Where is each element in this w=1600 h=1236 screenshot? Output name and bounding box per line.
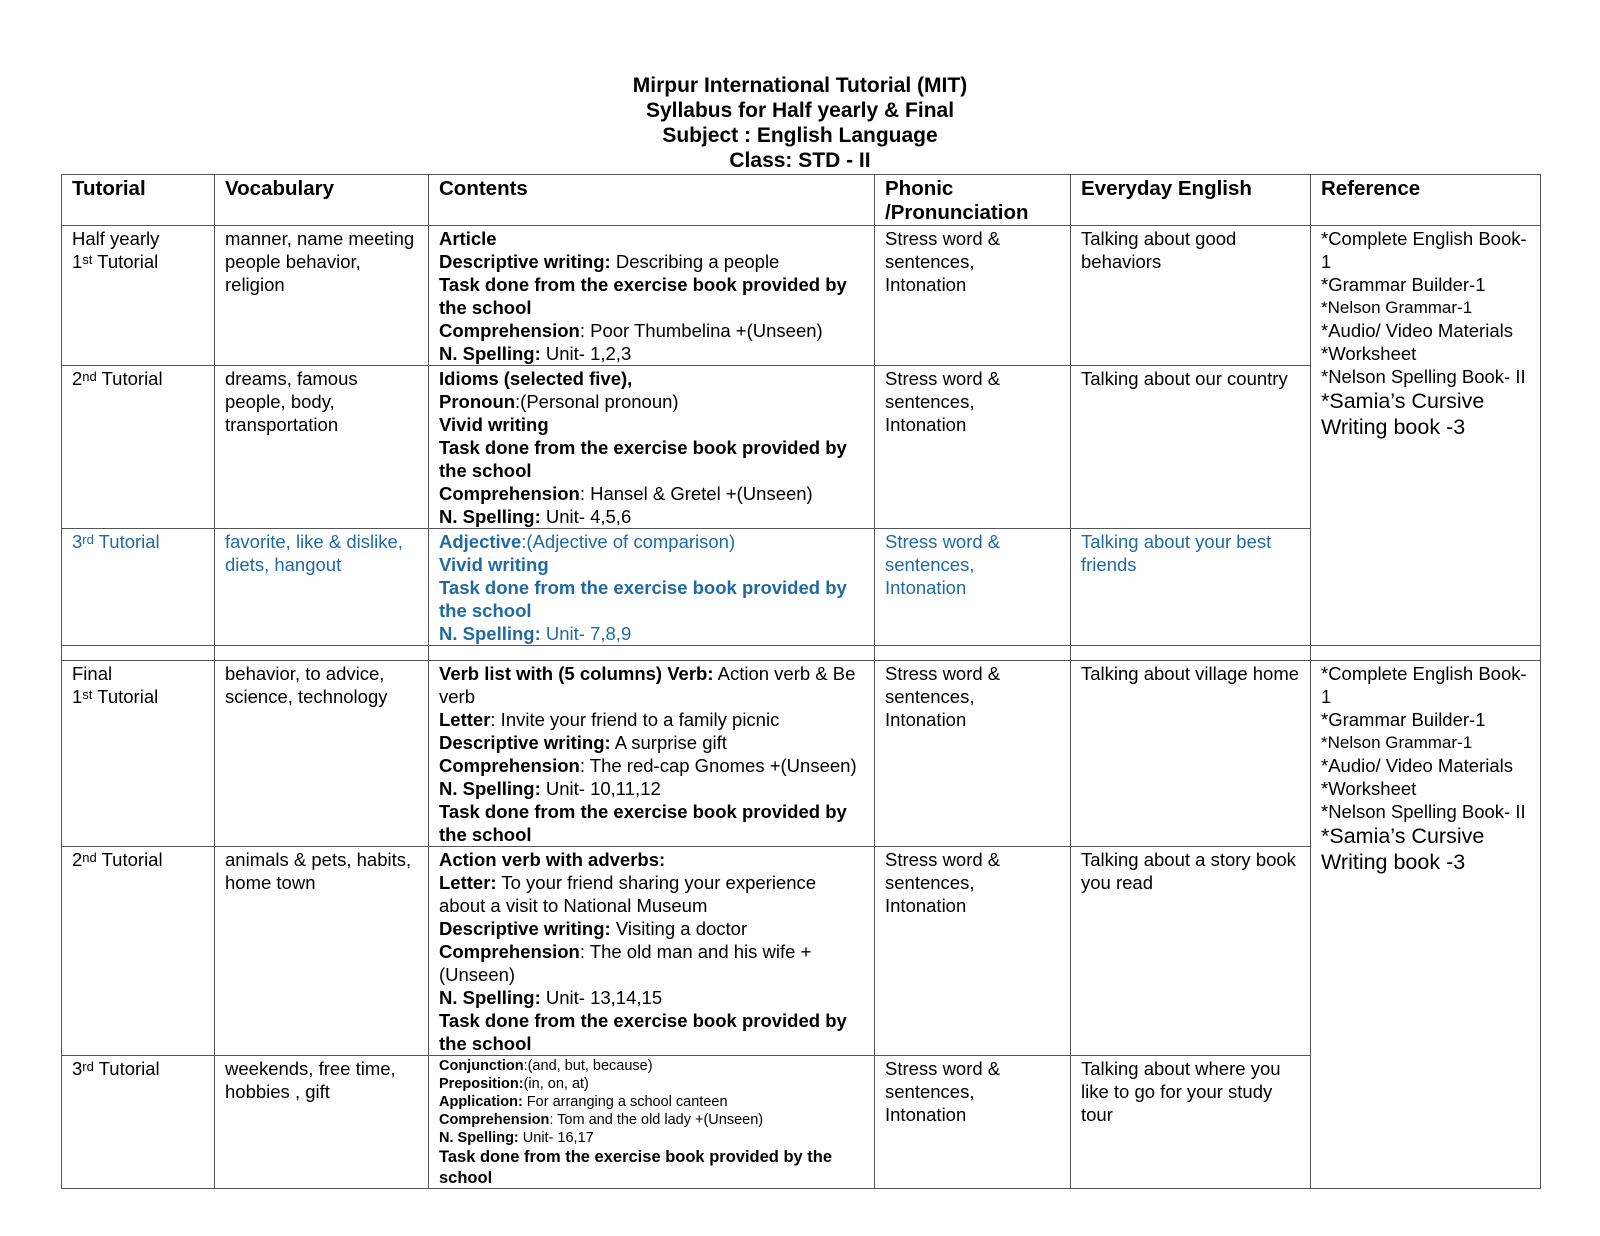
tutorial-word: Tutorial [93,531,160,552]
content-item-label: Letter [439,709,491,730]
contents-cell [429,529,875,646]
tutorial-word: Tutorial [96,368,163,389]
content-item-text: : Hansel & Gretel +(Unseen) [579,483,813,504]
content-item-text: To your friend sharing your experience about a visit to National Museum [439,872,817,916]
reference-item: *Audio/ Video Materials [1321,320,1513,341]
content-item: Task done from the exercise book provided by the school [439,801,847,845]
col-header-everyday: Everyday English [1071,175,1311,226]
table-header-row [62,175,1541,226]
content-item-label: Verb list with (5 columns) Verb: [439,663,714,684]
tutorial-cell [62,1056,215,1189]
term-label: Half yearly [72,228,160,249]
content-item: Action verb with adverbs: [439,849,666,870]
col-header-tutorial: Tutorial [62,175,215,226]
content-item-label: Conjunction [439,1058,524,1074]
content-item-label: Descriptive writing: [439,918,611,939]
tutorial-number: 2 [72,368,83,389]
content-item-text: : Invite your friend to a family picnic [490,709,780,730]
contents-cell [429,226,875,366]
content-item-label: Comprehension [439,320,580,341]
content-item: Vivid writing [439,414,549,435]
content-item-label: Comprehension [439,483,580,504]
content-item: Task done from the exercise book provided by the school [439,1010,847,1054]
reference-item: *Samia’s Cursive Writing book -3 [1321,824,1485,874]
tutorial-number: 3 [72,1058,83,1079]
reference-item: *Nelson Spelling Book- II [1321,801,1526,822]
content-item-label: N. Spelling: [439,778,541,799]
content-item-label: Descriptive writing: [439,251,611,272]
table-row [62,226,1541,366]
contents-cell [429,366,875,529]
reference-cell [1311,226,1541,646]
col-header-phonic: Phonic /Pronunciation [875,175,1071,226]
col-header-contents: Contents [429,175,875,226]
reference-item: *Nelson Spelling Book- II [1321,366,1526,387]
vocabulary-cell: animals & pets, habits, home town [215,847,429,1056]
content-item-label: Letter: [439,872,497,893]
contents-cell [429,847,875,1056]
reference-item: *Complete English Book-1 [1321,228,1527,272]
content-item-text: : The old man and his wife +(Unseen) [439,941,812,985]
content-item-label: Pronoun [439,391,516,412]
content-item-label: Preposition: [439,1076,524,1092]
content-item-text: A surprise gift [610,732,727,753]
content-item-text: :(Personal pronoun) [515,391,679,412]
content-item-label: N. Spelling: [439,343,541,364]
separator-row [62,646,1541,661]
contents-cell [429,1056,875,1189]
vocabulary-cell: behavior, to advice, science, technology [215,661,429,847]
syllabus-title: Syllabus for Half yearly & Final [645,99,955,122]
ordinal-suffix: nd [82,850,97,865]
content-item-text: :(Adjective of comparison) [521,531,736,552]
vocabulary-cell: favorite, like & dislike, diets, hangout [215,529,429,646]
content-item-text: : The red-cap Gnomes +(Unseen) [579,755,857,776]
class-line: Class: STD - II [729,149,871,172]
ordinal-suffix: st [82,252,93,267]
tutorial-cell [62,529,215,646]
content-item-text: Unit- 4,5,6 [540,506,632,527]
content-item-label: N. Spelling: [439,506,541,527]
syllabus-table [61,174,1541,1189]
tutorial-word: Tutorial [92,251,159,272]
content-item-label: Comprehension [439,755,580,776]
term-label: Final [72,663,113,684]
col-header-reference: Reference [1311,175,1541,226]
everyday-cell: Talking about a story book you read [1071,847,1311,1056]
reference-item: *Worksheet [1321,778,1417,799]
tutorial-number: 3 [72,531,83,552]
tutorial-number: 1 [72,686,83,707]
table-row [62,661,1541,847]
phonic-cell: Stress word & sentences, Intonation [875,529,1071,646]
reference-cell [1311,661,1541,1189]
tutorial-number: 2 [72,849,83,870]
content-item: Article [439,228,497,249]
content-item-text: Action verb & Be verb [439,663,856,707]
vocabulary-cell: dreams, famous people, body, transportation [215,366,429,529]
content-item-label: N. Spelling: [439,1130,519,1146]
ordinal-suffix: rd [82,1059,94,1074]
everyday-cell: Talking about village home [1071,661,1311,847]
reference-item: *Samia’s Cursive Writing book -3 [1321,389,1485,439]
content-item: Task done from the exercise book provided by the school [439,437,847,481]
reference-item: *Nelson Grammar-1 [1321,733,1473,752]
everyday-cell: Talking about where you like to go for your study tour [1071,1056,1311,1189]
reference-item: *Worksheet [1321,343,1417,364]
reference-item: *Grammar Builder-1 [1321,709,1486,730]
content-item-label: Application: [439,1094,523,1110]
everyday-cell: Talking about your best friends [1071,529,1311,646]
tutorial-word: Tutorial [92,686,159,707]
phonic-cell: Stress word & sentences, Intonation [875,1056,1071,1189]
ordinal-suffix: st [82,687,93,702]
reference-item: *Complete English Book-1 [1321,663,1527,707]
content-item-text: Unit- 16,17 [518,1130,594,1146]
content-item: Idioms (selected five), [439,368,633,389]
school-name: Mirpur International Tutorial (MIT) [632,74,968,97]
phonic-cell: Stress word & sentences, Intonation [875,366,1071,529]
content-item-text: : Tom and the old lady +(Unseen) [549,1112,764,1128]
document-header [0,73,1600,173]
content-item-label: N. Spelling: [439,623,541,644]
content-item-label: N. Spelling: [439,987,541,1008]
tutorial-cell [62,366,215,529]
everyday-cell: Talking about our country [1071,366,1311,529]
col-header-vocabulary: Vocabulary [215,175,429,226]
reference-item: *Nelson Grammar-1 [1321,298,1473,317]
content-item-text: Unit- 13,14,15 [540,987,663,1008]
tutorial-cell [62,226,215,366]
content-item-text: Unit- 1,2,3 [540,343,632,364]
tutorial-word: Tutorial [96,849,163,870]
content-item-label: Comprehension [439,1112,550,1128]
vocabulary-cell: manner, name meeting people behavior, religion [215,226,429,366]
content-item-text: Unit- 7,8,9 [540,623,632,644]
content-item-label: Descriptive writing: [439,732,611,753]
content-item-label: Comprehension [439,941,580,962]
tutorial-cell [62,661,215,847]
content-item-text: (in, on, at) [523,1076,589,1092]
content-item: Vivid writing [439,554,549,575]
content-item-text: Visiting a doctor [610,918,748,939]
content-item-text: For arranging a school canteen [522,1094,728,1110]
content-item-text: Unit- 10,11,12 [540,778,661,799]
reference-item: *Audio/ Video Materials [1321,755,1513,776]
reference-item: *Grammar Builder-1 [1321,274,1486,295]
content-item: Task done from the exercise book provided by the school [439,274,847,318]
phonic-cell: Stress word & sentences, Intonation [875,847,1071,1056]
content-item-label: Adjective [439,531,522,552]
vocabulary-cell: weekends, free time, hobbies , gift [215,1056,429,1189]
content-item-text: Describing a people [610,251,780,272]
contents-cell [429,661,875,847]
ordinal-suffix: nd [82,369,97,384]
ordinal-suffix: rd [82,532,94,547]
content-item-text: : Poor Thumbelina +(Unseen) [579,320,823,341]
tutorial-cell [62,847,215,1056]
content-item-text: :(and, but, because) [523,1058,653,1074]
phonic-cell: Stress word & sentences, Intonation [875,661,1071,847]
subject-line: Subject : English Language [662,124,938,147]
everyday-cell: Talking about good behaviors [1071,226,1311,366]
phonic-cell: Stress word & sentences, Intonation [875,226,1071,366]
tutorial-word: Tutorial [93,1058,160,1079]
content-item: Task done from the exercise book provided by the school [439,577,847,621]
tutorial-number: 1 [72,251,83,272]
content-item: Task done from the exercise book provided by the school [439,1148,833,1187]
